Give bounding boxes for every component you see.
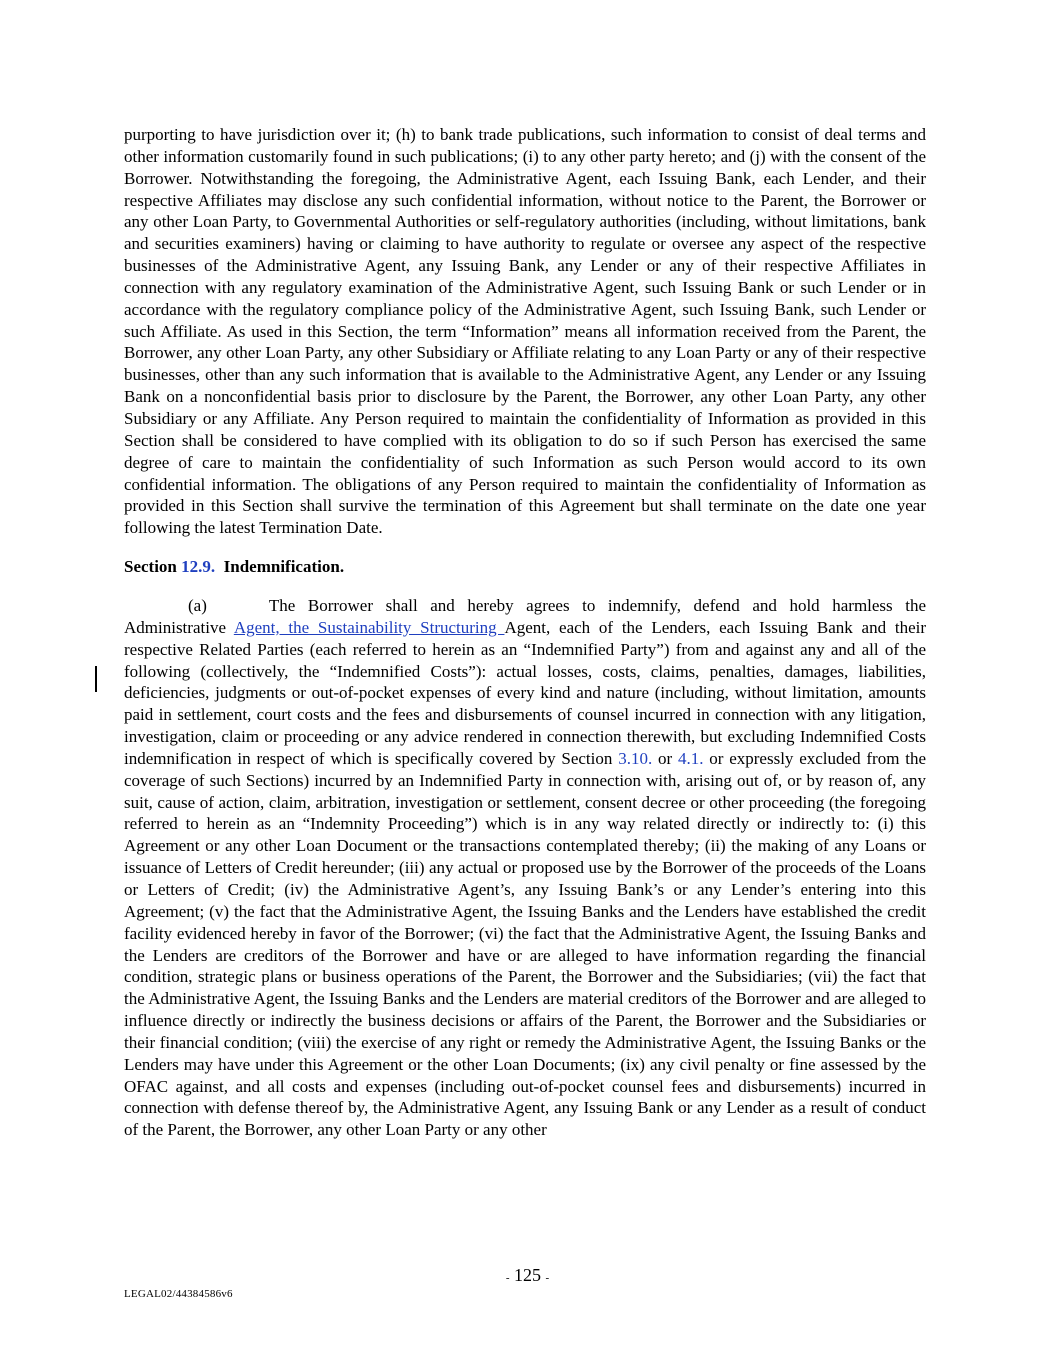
page-number-value: 125 — [514, 1265, 541, 1285]
page-number — [0, 1265, 1055, 1286]
paragraph-a-text-1: Agent, each of the Lenders, each Issuing Bank and their respective Related Parties (each referred to herein as an “Indemnified Party”) from and against any and all of the following (collectively, the “Indemnified Costs”): actual losses, costs, claims, penalties, damages, liabilities, deficiencies, judgments or out-of-pocket expenses of every kind and nature (including, without limitation, amounts paid in settlement, court costs and the fees and disbursements of counsel incurred in connection with any litigation, investigation, claim or proceeding or any advice rendered in connection therewith, but excluding Indemnified Costs indemnification in respect of which is specifically covered by Section — [124, 617, 926, 768]
section-ref-3-10[interactable]: 3.10. — [618, 748, 653, 768]
paragraph-a-label: (a) — [188, 596, 207, 616]
page-number-dash-right: - — [545, 1272, 550, 1284]
continuation-paragraph: purporting to have jurisdiction over it; (h) to bank trade publications, such information to consist of deal terms and other information customarily found in such publications; (i) to any other party hereto; and (j) with the consent of the Borrower. Notwithstanding the foregoing, the Administrative Agent, each Issuing Bank, each Lender, and their respective Affiliates may disclose any such confidential information, without notice to the Parent, the Borrower or any other Loan Party, to Governmental Authorities or self-regulatory authorities (including, without limitations, bank and securities examiners) having or claiming to have authority to regulate or oversee any aspect of the respective businesses of the Administrative Agent, any Issuing Bank, any Lender or any of their respective Affiliates in connection with any regulatory examination of the Administrative Agent, such Issuing Bank or such Lender or in accordance with the regulatory compliance policy of the Administrative Agent, such Issuing Bank, such Lender or such Affiliate. As used in this Section, the term “Information” means all information received from the Parent, the Borrower, any other Loan Party, any other Subsidiary or Affiliate relating to any Loan Party or any of their respective businesses, other than any such information that is available to the Administrative Agent, any Lender or any Issuing Bank on a nonconfidential basis prior to disclosure by the Parent, the Borrower, any other Loan Party, any other Subsidiary or any Affiliate. Any Person required to maintain the confidentiality of Information as provided in this Section shall be considered to have complied with its obligation to do so if such Person has exercised the same degree of care to maintain the confidentiality of such Information as such Person would accord to its own confidential information. The obligations of any Person required to maintain the confidentiality of Information as provided in this Section shall survive the termination of this Agreement but shall terminate on the date one year following the latest Termination Date. — [124, 125, 926, 538]
document-id: LEGAL02/44384586v6 — [124, 1288, 233, 1300]
paragraph-a-lead: The Borrower shall and hereby agrees to indemnify, defend and hold harmless the Administrative — [124, 596, 926, 637]
section-prefix: Section — [124, 557, 177, 577]
paragraph-a-text-3: or expressly excluded from the coverage of such Sections) incurred by an Indemnified Party in connection with, arising out of, or by reason of, any suit, cause of action, claim, arbitration, investigation or settlement, consent decree or other proceeding (the foregoing referred to herein as an “Indemnity Proceeding”) which is in any way related directly or indirectly to: (i) this Agreement or any other Loan Document or the transactions contemplated thereby; (ii) the making of any Loans or issuance of Letters of Credit hereunder; (iii) any actual or proposed use by the Borrower of the proceeds of the Loans or Letters of Credit; (iv) the Administrative Agent’s, any Issuing Bank’s or any Lender’s entering into this Agreement; (v) the fact that the Administrative Agent, the Issuing Banks and the Lenders have established the credit facility evidenced hereby in favor of the Borrower; (vi) the fact that the Administrative Agent, the Issuing Banks and the Lenders are creditors of the Borrower and have or are alleged to have information regarding the financial condition, strategic plans or business operations of the Parent, the Borrower and the Subsidiaries; (vii) the fact that the Administrative Agent, the Issuing Banks and the Lenders are material creditors of the Borrower and are alleged to influence directly or indirectly the business decisions or affairs of the Parent, the Borrower and the Subsidiaries or their financial condition; (viii) the exercise of any right or remedy the Administrative Agent, the Issuing Banks or the Lenders may have under this Agreement or the other Loan Documents; (ix) any civil penalty or fine assessed by the OFAC against, and all costs and expenses (including out-of-pocket counsel fees and disbursements) incurred in connection with defense thereof by, the Administrative Agent, any Issuing Bank or any Lender as a result of conduct of the Parent, the Borrower, any other Loan Party or any other — [124, 748, 926, 1140]
section-heading — [124, 556, 926, 578]
inserted-text-link[interactable]: Agent, the Sustainability Structuring — [233, 617, 505, 637]
paragraph-a-text-2: or — [652, 748, 678, 768]
page-number-dash-left: - — [505, 1272, 510, 1284]
section-number-link[interactable]: 12.9. — [181, 557, 216, 577]
section-title: Indemnification. — [223, 557, 345, 577]
section-ref-4-1[interactable]: 4.1. — [677, 748, 704, 768]
paragraph-a — [124, 595, 926, 1141]
revision-change-bar — [95, 666, 97, 692]
document-page — [124, 124, 926, 1141]
